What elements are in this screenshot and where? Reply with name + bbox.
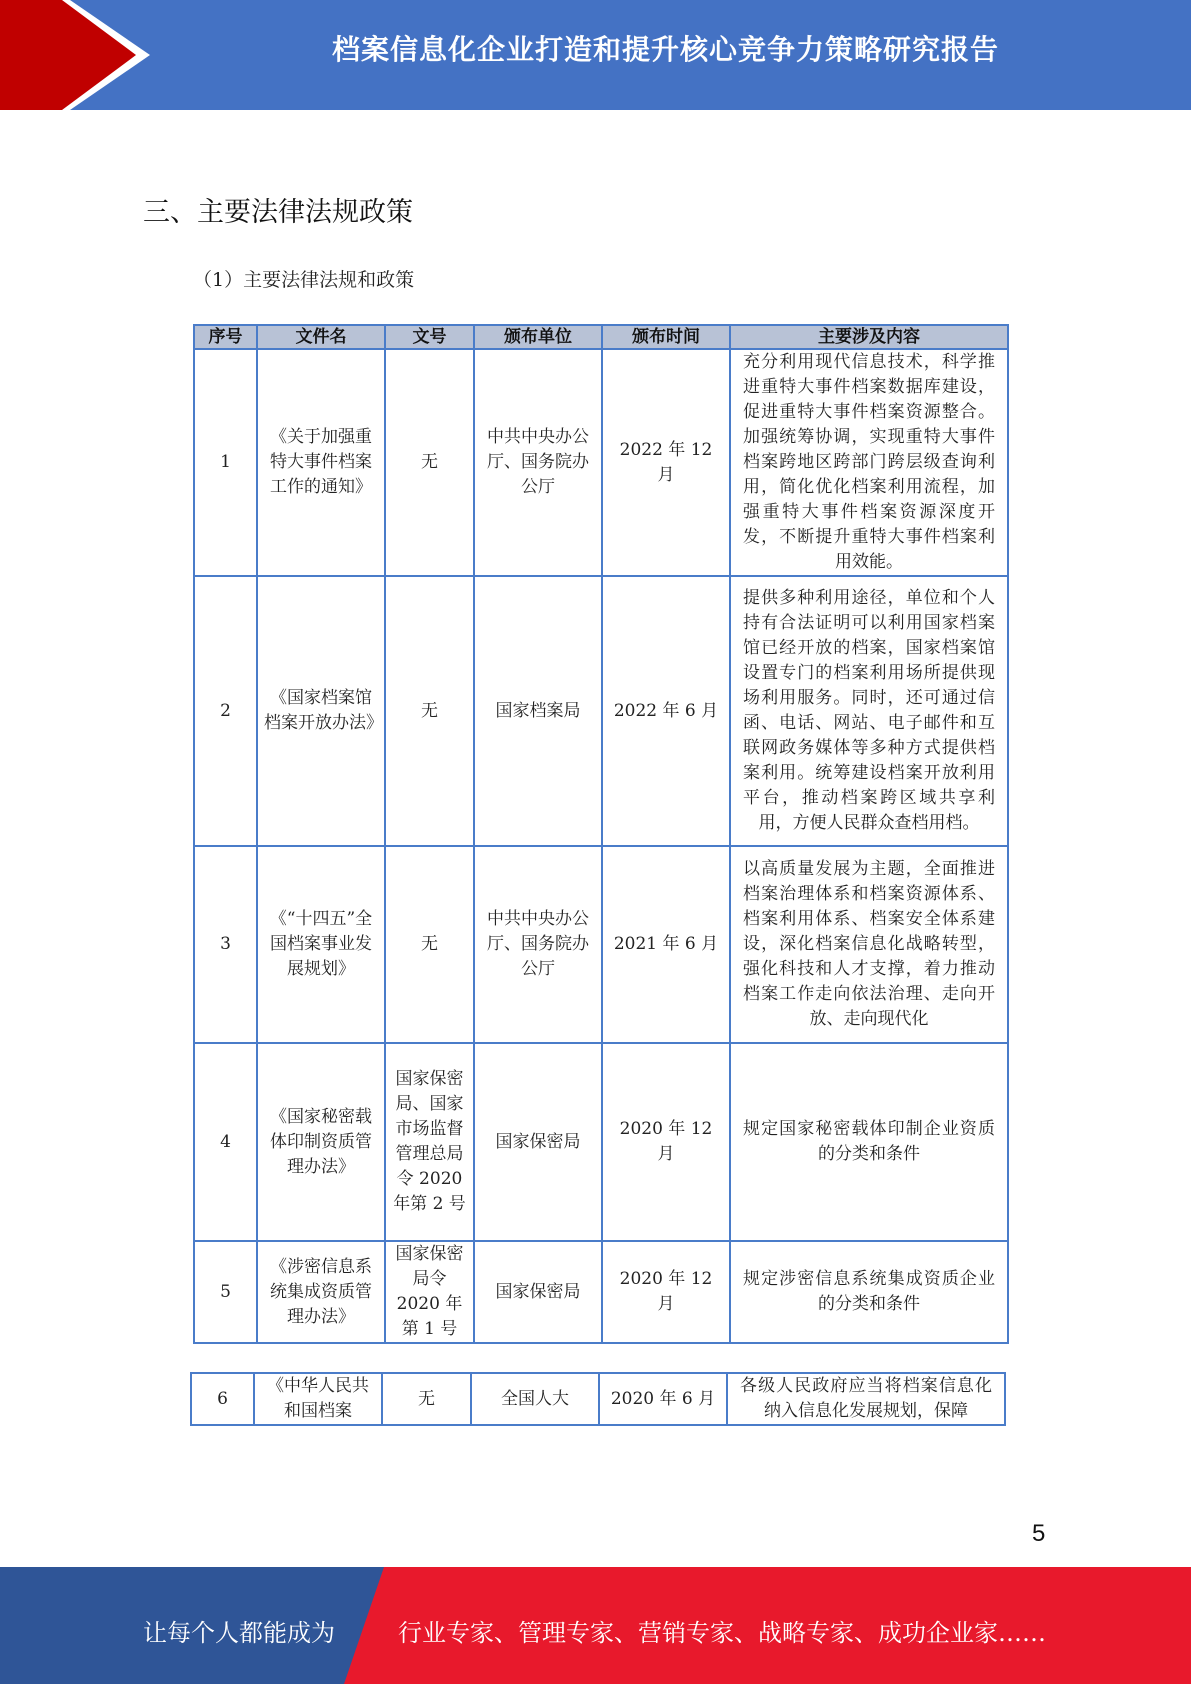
page-header (0, 0, 1191, 110)
table-row (194, 349, 1008, 576)
table-header-row (194, 325, 1008, 349)
row-date: 2022 年 6 月 (602, 576, 730, 846)
row-issuer: 国家档案局 (474, 576, 602, 846)
table-row (194, 1241, 1008, 1343)
row-no: 5 (194, 1241, 257, 1343)
header-cell-issuer: 颁布单位 (474, 325, 602, 349)
row-date: 2020 年 6 月 (599, 1373, 727, 1425)
row-name: 《涉密信息系统集成资质管理办法》 (257, 1241, 385, 1343)
header-cell-date: 颁布时间 (602, 325, 730, 349)
row-docno: 无 (385, 846, 474, 1043)
row-date: 2022 年 12 月 (602, 349, 730, 576)
header-arrow-decoration (0, 0, 150, 110)
table-row (194, 1043, 1008, 1241)
subsection-title: （1）主要法律法规和政策 (193, 269, 415, 291)
header-title: 档案信息化企业打造和提升核心竞争力策略研究报告 (331, 33, 999, 66)
row-name: 《国家秘密载体印制资质管理办法》 (257, 1043, 385, 1241)
footer-slogan-left: 让每个人都能成为 (143, 1619, 335, 1647)
row-name: 《国家档案馆档案开放办法》 (257, 576, 385, 846)
row-docno: 国家保密局、国家市场监督管理总局令 2020 年第 2 号 (385, 1043, 474, 1241)
row-docno: 国家保密局令 2020 年第 1 号 (385, 1241, 474, 1343)
policy-table-continued (190, 1372, 1006, 1426)
table-row (191, 1373, 1005, 1425)
row-content: 各级人民政府应当将档案信息化纳入信息化发展规划，保障 (727, 1373, 1005, 1425)
row-name: 《关于加强重特大事件档案工作的通知》 (257, 349, 385, 576)
row-no: 2 (194, 576, 257, 846)
header-cell-no: 序号 (194, 325, 257, 349)
row-no: 1 (194, 349, 257, 576)
row-docno: 无 (385, 349, 474, 576)
row-content: 规定国家秘密载体印制企业资质的分类和条件 (730, 1043, 1008, 1241)
row-name: 《“十四五”全国档案事业发展规划》 (257, 846, 385, 1043)
row-issuer: 国家保密局 (474, 1043, 602, 1241)
row-no: 4 (194, 1043, 257, 1241)
row-content: 规定涉密信息系统集成资质企业的分类和条件 (730, 1241, 1008, 1343)
row-content: 以高质量发展为主题，全面推进档案治理体系和档案资源体系、档案利用体系、档案安全体系建设，深化档案信息化战略转型，强化科技和人才支撑，着力推动档案工作走向依法治理、走向开放、走向现代化 (730, 846, 1008, 1043)
header-cell-name: 文件名 (257, 325, 385, 349)
row-issuer: 中共中央办公厅、国务院办公厅 (474, 349, 602, 576)
row-date: 2020 年 12 月 (602, 1241, 730, 1343)
row-content: 提供多种利用途径，单位和个人持有合法证明可以利用国家档案馆已经开放的档案，国家档案馆设置专门的档案利用场所提供现场利用服务。同时，还可通过信函、电话、网站、电子邮件和互联网政务媒体等多种方式提供档案利用。统筹建设档案开放利用平台，推动档案跨区域共享利用，方便人民群众查档用档。 (730, 576, 1008, 846)
row-docno: 无 (382, 1373, 471, 1425)
table-row (194, 846, 1008, 1043)
row-name: 《中华人民共和国档案 (254, 1373, 382, 1425)
row-date: 2021 年 6 月 (602, 846, 730, 1043)
footer-slogan-right: 行业专家、管理专家、营销专家、战略专家、成功企业家…… (398, 1619, 1046, 1647)
row-docno: 无 (385, 576, 474, 846)
row-issuer: 国家保密局 (474, 1241, 602, 1343)
policy-table (193, 324, 1009, 1344)
table-row (194, 576, 1008, 846)
row-no: 3 (194, 846, 257, 1043)
page-number: 5 (1032, 1520, 1046, 1547)
row-date: 2020 年 12 月 (602, 1043, 730, 1241)
section-title: 三、主要法律法规政策 (143, 197, 413, 228)
row-no: 6 (191, 1373, 254, 1425)
row-issuer: 中共中央办公厅、国务院办公厅 (474, 846, 602, 1043)
row-content: 充分利用现代信息技术，科学推进重特大事件档案数据库建设，促进重特大事件档案资源整合。加强统筹协调，实现重特大事件档案跨地区跨部门跨层级查询利用，简化优化档案利用流程，加强重特大事件档案资源深度开发，不断提升重特大事件档案利用效能。 (730, 349, 1008, 576)
header-cell-content: 主要涉及内容 (730, 325, 1008, 349)
header-cell-docno: 文号 (385, 325, 474, 349)
row-issuer: 全国人大 (471, 1373, 599, 1425)
